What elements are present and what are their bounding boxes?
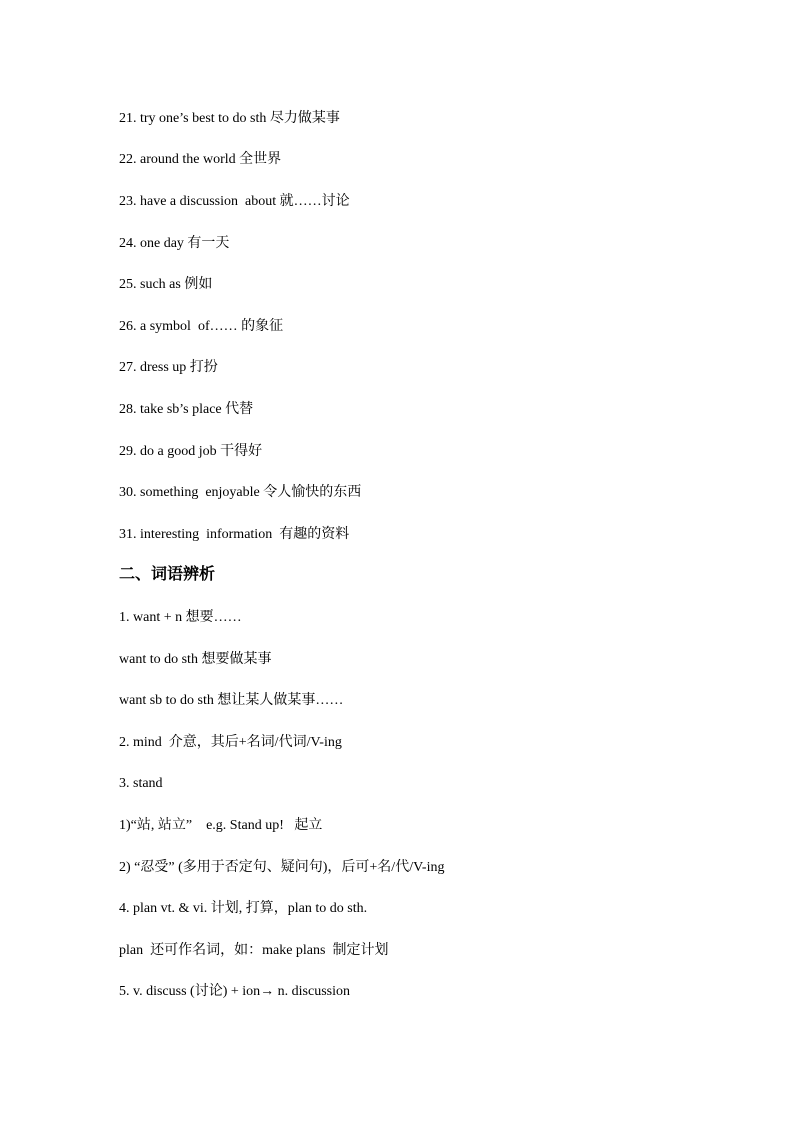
phrase-item: 25. such as 例如: [119, 277, 213, 292]
analysis-item: 3. stand: [119, 776, 163, 791]
analysis-item: 2. mind 介意，其后+名词/代词/V-ing: [119, 735, 342, 750]
analysis-item: 2) “忍受” (多用于否定句、疑问句)，后可+名/代/V-ing: [119, 860, 445, 875]
phrase-item: 21. try one’s best to do sth 尽力做某事: [119, 111, 340, 126]
analysis-item: plan 还可作名词，如：make plans 制定计划: [119, 943, 389, 958]
analysis-item: 1)“站, 站立” e.g. Stand up! 起立: [119, 818, 323, 833]
analysis-item: want sb to do sth 想让某人做某事……: [119, 693, 344, 708]
analysis-item: 5. v. discuss (讨论) + ion→ n. discussion: [119, 984, 350, 999]
analysis-item: 4. plan vt. & vi. 计划, 打算，plan to do sth.: [119, 901, 368, 916]
analysis-item: 1. want + n 想要……: [119, 610, 242, 625]
phrase-item: 23. have a discussion about 就……讨论: [119, 194, 350, 209]
phrase-item: 27. dress up 打扮: [119, 360, 218, 375]
phrase-item: 24. one day 有一天: [119, 236, 230, 251]
phrase-item: 30. something enjoyable 令人愉快的东西: [119, 485, 362, 500]
phrase-item: 22. around the world 全世界: [119, 152, 282, 167]
section-heading: 二、词语辨析: [119, 566, 216, 583]
analysis-item: want to do sth 想要做某事: [119, 652, 272, 667]
phrase-item: 26. a symbol of…… 的象征: [119, 319, 284, 334]
phrase-item: 28. take sb’s place 代替: [119, 402, 254, 417]
phrase-item: 31. interesting information 有趣的资料: [119, 527, 350, 542]
phrase-item: 29. do a good job 干得好: [119, 444, 263, 459]
